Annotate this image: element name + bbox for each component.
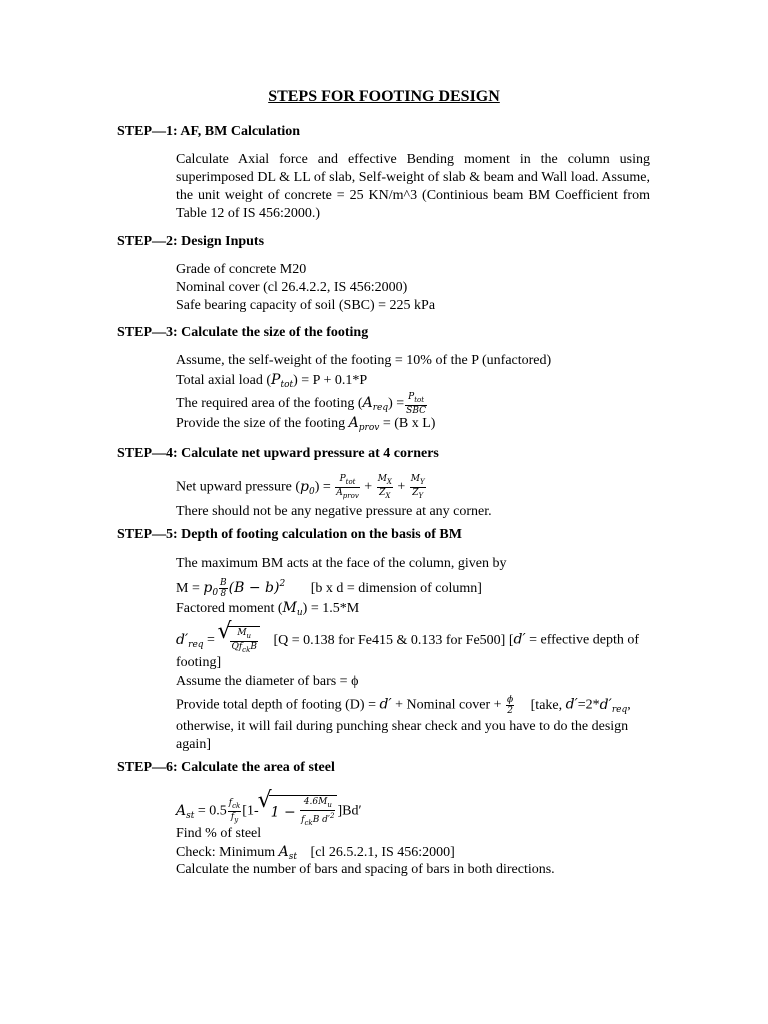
step-5-heading: STEP—5: Depth of footing calculation on the basis of BM (117, 527, 462, 542)
step-6-line-3: Check: Minimum $A_{st}$ [cl 26.5.2.1, IS 456:2000] (176, 844, 455, 862)
step-6-formula: $A_{st} = 0.5$ $\frac{f_{ck}}{f_y}$ [1-√ 1 − $\frac{4.6M_u}{f_{ck}B d'^2}$ ]Bd′ (176, 795, 362, 828)
step-5-line-4: $d'_{req}$ = √ $\frac{M_u}{Qf_{ck}B}$ [Q = 0.138 for Fe415 & 0.133 for Fe500] [d′ = effective depth of (176, 626, 639, 655)
step-2-line-2: Nominal cover (cl 26.4.2.2, IS 456:2000) (176, 280, 408, 295)
step-5-line-4b: footing] (176, 655, 222, 670)
step-5-line-6: Provide total depth of footing (D) = d′ + Nominal cover + $\frac{\phi}{2}$ [take, $d'=2*d'_{req}$, (176, 695, 631, 716)
p-tot-over-sbc-fraction: $\frac{P_{tot}}{\text{SBC}}$ (406, 392, 427, 416)
p-tot-symbol: $P_{tot}$ (271, 372, 294, 390)
step-3-line-2: Total axial load $(P_{tot}) = P + 0.1*P$ (176, 372, 368, 390)
step-5-line-5: Assume the diameter of bars = ϕ (176, 674, 359, 689)
step-5-line-1: The maximum BM acts at the face of the column, given by (176, 556, 507, 571)
step-6-heading: STEP—6: Calculate the area of steel (117, 760, 335, 775)
step-5-line-2: $M = p_0$ $\frac{B}{8}$ $(B - b)^2$ [b x d = dimension of column] (176, 578, 482, 600)
p0-symbol: $p_0$ (300, 478, 315, 497)
step-4-line-2: There should not be any negative pressure at any corner. (176, 504, 492, 519)
step-3-heading: STEP—3: Calculate the size of the footing (117, 325, 369, 340)
step-5-line-7: otherwise, it will fail during punching shear check and you have to do the design again] (176, 719, 629, 752)
step-4-heading: STEP—4: Calculate net upward pressure at 4 corners (117, 446, 439, 461)
step-4-line-1: Net upward pressure $(p_0)$ = $\frac{P_{tot}}{A_{prov}}$ + $\frac{M_X}{Z_X}$ + $\frac{M_Y}{Z_Y}$ (176, 474, 425, 500)
step-2-line-1: Grade of concrete M20 (176, 262, 307, 277)
step-6-line-4: Calculate the number of bars and spacing of bars in both directions. (176, 862, 555, 877)
step-2-line-3: Safe bearing capacity of soil (SBC) = 225 kPa (176, 298, 436, 313)
step-1-text: Calculate Axial force and effective Bending moment in the column using superimposed DL & LL of slab, Self-weight of slab & beam and Wall load. Assume, the unit weight of concrete = 25 KN/m^3 (Continious beam BM Coefficient from Table 12 of IS 456:2000.) (176, 152, 650, 221)
a-req-symbol: $A_{req}$ (362, 395, 389, 414)
mu-symbol: $M_u$ (282, 600, 303, 618)
step-2-heading: STEP—2: Design Inputs (117, 234, 265, 249)
step-5-line-3: Factored moment $(M_u) = 1.5*M$ (176, 600, 360, 618)
step-6-line-2: Find % of steel (176, 826, 262, 841)
sqrt-expression: √ $\frac{M_u}{Qf_{ck}B}$ (228, 626, 260, 655)
step-3-line-3: The required area of the footing $(A_{req})$ = $\frac{P_{tot}}{\text{SBC}}$ (176, 392, 427, 416)
a-prov-symbol: $A_{prov}$ (348, 415, 380, 433)
step-1-heading: STEP—1: AF, BM Calculation (117, 124, 301, 139)
step-3-line-1: Assume, the self-weight of the footing = 10% of the P (unfactored) (176, 353, 552, 368)
page-title: STEPS FOR FOOTING DESIGN (268, 88, 500, 105)
step-3-line-4: Provide the size of the footing $A_{prov} = (B$ x L) (176, 415, 436, 433)
